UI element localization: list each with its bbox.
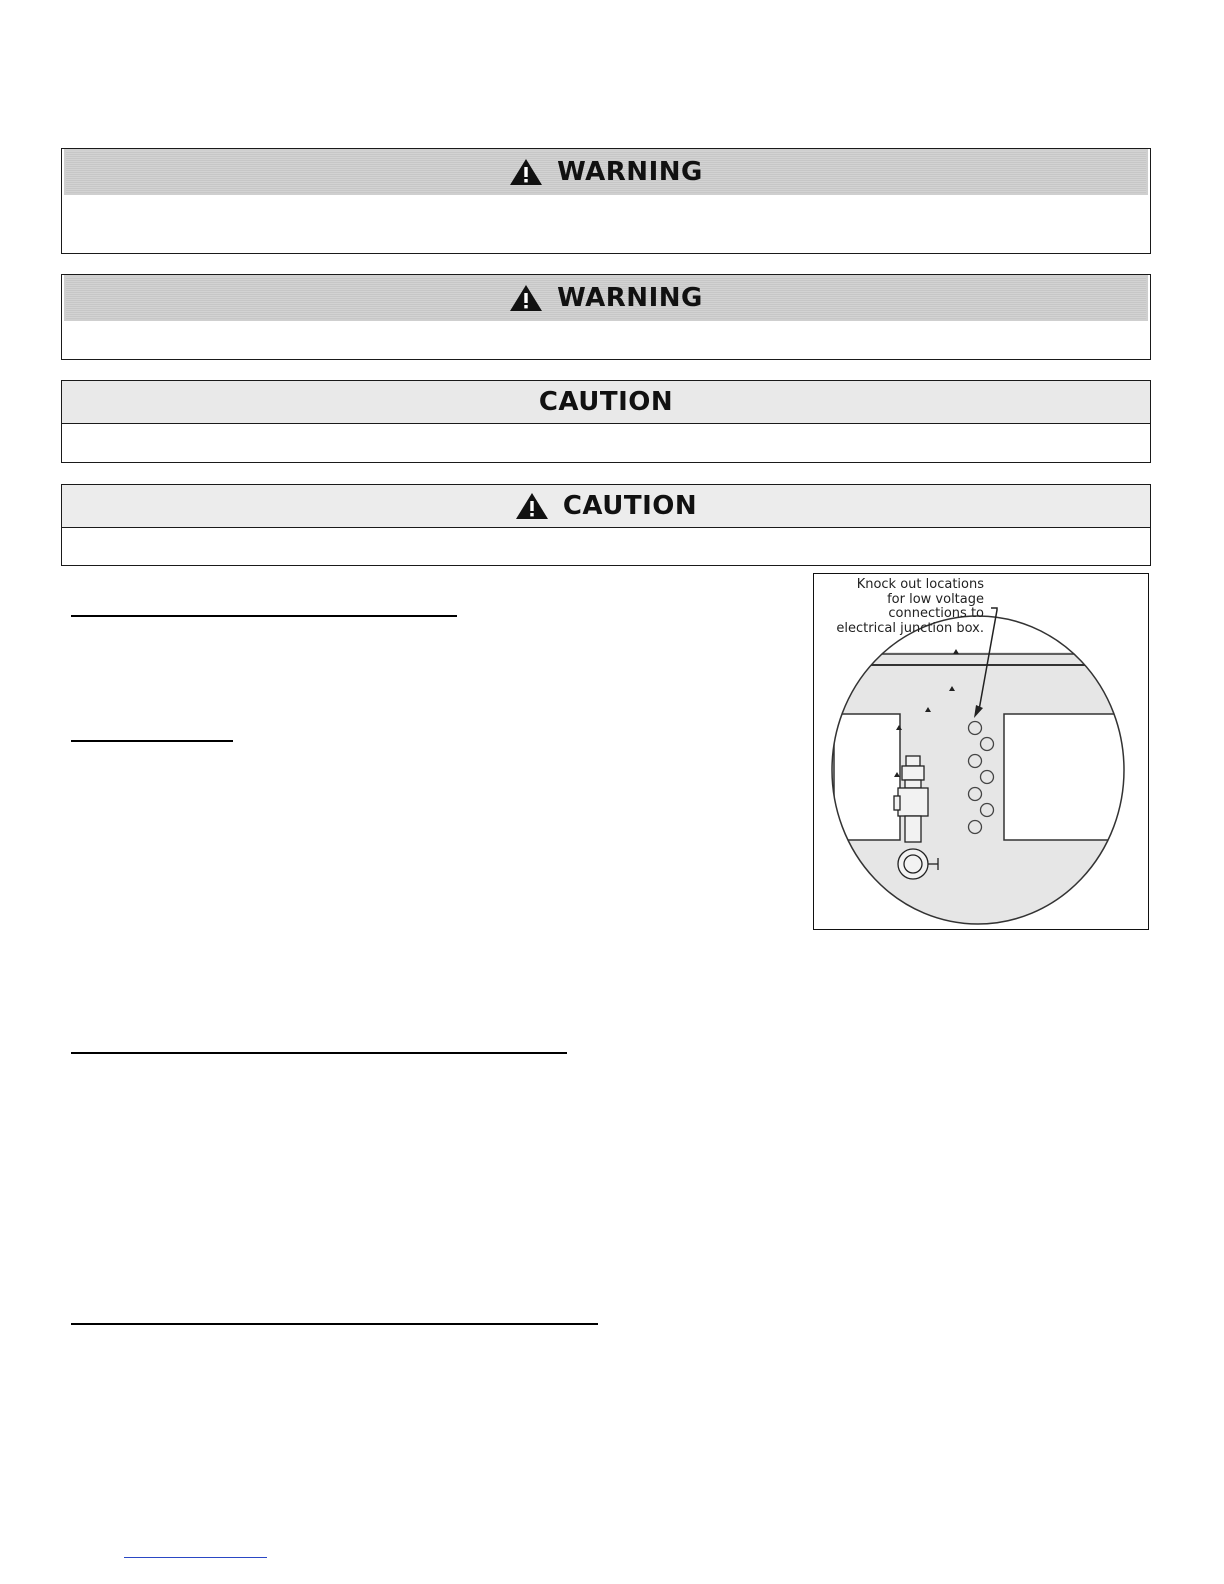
caution-label: CAUTION [538,387,674,417]
callout-line-3: connections to [888,606,984,621]
callout-line-2: for low voltage [887,591,984,607]
section-heading-rule-4 [71,1323,598,1325]
caution-label: CAUTION [562,491,698,521]
warning-triangle-icon [509,284,543,312]
figure-callout [814,578,984,636]
section-heading-rule-3 [71,1052,567,1054]
caution-header [62,485,1150,528]
callout-line-4: electrical junction box. [836,620,984,636]
warning-header [64,149,1148,195]
section-heading-rule-2 [71,740,233,742]
warning-label: WARNING [557,283,703,313]
footer-hyperlink-underline[interactable] [124,1557,267,1558]
callout-line-1: Knock out locations [856,577,984,592]
warning-label: WARNING [557,157,703,187]
warning-notice-2 [61,274,1151,360]
warning-triangle-icon [515,492,549,520]
caution-notice-2 [61,484,1151,566]
warning-notice-1 [61,148,1151,254]
warning-header [64,275,1148,321]
section-heading-rule-1 [71,615,457,617]
caution-notice-1 [61,380,1151,463]
caution-header [62,381,1150,424]
warning-triangle-icon [509,158,543,186]
knockout-location-figure [813,573,1149,930]
